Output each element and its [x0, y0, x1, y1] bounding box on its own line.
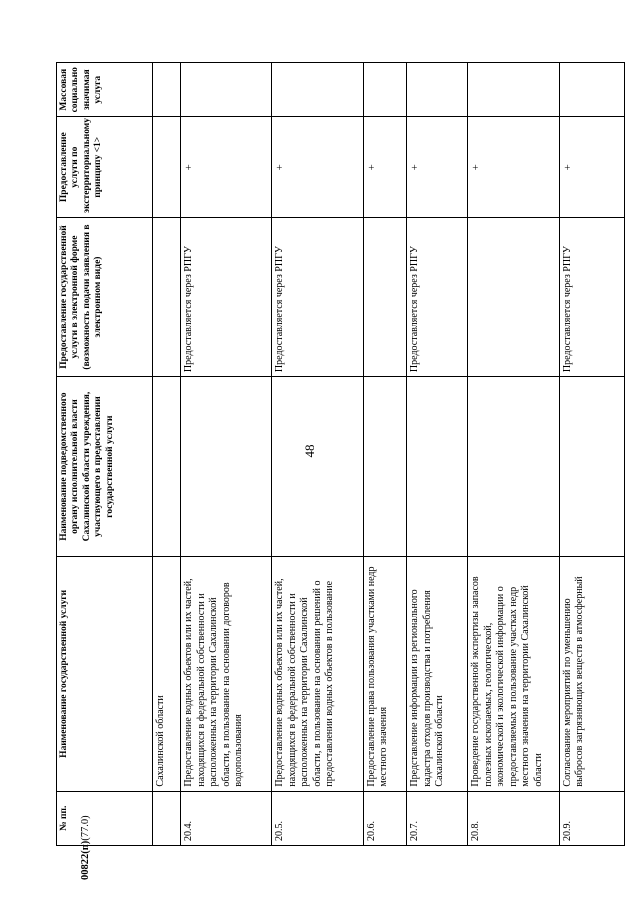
document-code-rest: (77.0) — [80, 815, 91, 841]
cell-extraterritorial: + — [272, 117, 363, 217]
table-row — [152, 63, 180, 846]
cell-num: 20.4. — [181, 791, 272, 845]
cell-electronic — [152, 217, 180, 376]
cell-org — [152, 377, 180, 557]
cell-org — [468, 377, 559, 557]
cell-extraterritorial: + — [559, 117, 624, 217]
cell-extraterritorial: + — [181, 117, 272, 217]
cell-extraterritorial: + — [468, 117, 559, 217]
header-num: № пп. — [57, 791, 153, 845]
cell-name: Проведение государственной экспертизы запасов полезных ископаемых, геологической, экономической и экологической информации о предоставляемых в пользование участках недр местного значения на территории Сахалинской области — [468, 557, 559, 791]
cell-extraterritorial — [152, 117, 180, 217]
header-name: Наименование государственной услуги — [57, 557, 153, 791]
cell-org — [363, 377, 407, 557]
services-table-container — [56, 62, 625, 846]
services-table — [56, 62, 625, 846]
cell-name: Предоставление водных объектов или их частей, находящихся в федеральной собственности и расположенных на территории Сахалинской области, в пользование на основании решений о предоставлении водных объектов в пользование — [272, 557, 363, 791]
table-row — [181, 63, 272, 846]
cell-electronic — [468, 217, 559, 376]
page-number: 48 — [302, 444, 317, 458]
table-row — [363, 63, 407, 846]
table-row — [272, 63, 363, 846]
cell-org — [181, 377, 272, 557]
table-row — [468, 63, 559, 846]
cell-electronic: Предоставляется через РПГУ — [559, 217, 624, 376]
cell-num: 20.5. — [272, 791, 363, 845]
cell-num: 20.8. — [468, 791, 559, 845]
cell-name: Согласование мероприятий по уменьшению выбросов загрязняющих веществ в атмосферный — [559, 557, 624, 791]
cell-num: 20.9. — [559, 791, 624, 845]
cell-num: 20.7. — [407, 791, 468, 845]
cell-electronic: Предоставляется через РПГУ — [181, 217, 272, 376]
header-org: Наименование подведомственного органу исполнительной власти Сахалинской области учреждения, участвующего в предоставлении государственной услуги — [57, 377, 153, 557]
cell-electronic: Предоставляется через РПГУ — [407, 217, 468, 376]
cell-org — [272, 377, 363, 557]
header-extraterritorial: Предоставление услуги по экстерриториальному принципу <1> — [57, 117, 153, 217]
document-code — [80, 815, 91, 880]
cell-electronic: Предоставляется через РПГУ — [272, 217, 363, 376]
table-row — [559, 63, 624, 846]
cell-mass — [272, 63, 363, 117]
header-mass: Массовая социально значимая услуга — [57, 63, 153, 117]
cell-mass — [559, 63, 624, 117]
cell-mass — [181, 63, 272, 117]
cell-num — [152, 791, 180, 845]
cell-mass — [468, 63, 559, 117]
cell-org — [559, 377, 624, 557]
cell-mass — [363, 63, 407, 117]
table-header-row — [57, 63, 153, 846]
cell-org — [407, 377, 468, 557]
cell-name: Предоставление водных объектов или их частей, находящихся в федеральной собственности и расположенных на территории Сахалинской области, в пользование на основании договоров водопользования — [181, 557, 272, 791]
cell-extraterritorial: + — [363, 117, 407, 217]
cell-mass — [407, 63, 468, 117]
cell-extraterritorial: + — [407, 117, 468, 217]
cell-name: Сахалинской области — [152, 557, 180, 791]
cell-mass — [152, 63, 180, 117]
cell-electronic — [363, 217, 407, 376]
header-electronic: Предоставление государственной услуги в электронной форме (возможность подачи заявления в электронном виде) — [57, 217, 153, 376]
document-code-bold: 00822(п) — [80, 840, 91, 880]
cell-name: Представление информации из регионального кадастра отходов производства и потребления Сахалинской области — [407, 557, 468, 791]
table-row — [407, 63, 468, 846]
cell-name: Предоставление права пользования участками недр местного значения — [363, 557, 407, 791]
cell-num: 20.6. — [363, 791, 407, 845]
